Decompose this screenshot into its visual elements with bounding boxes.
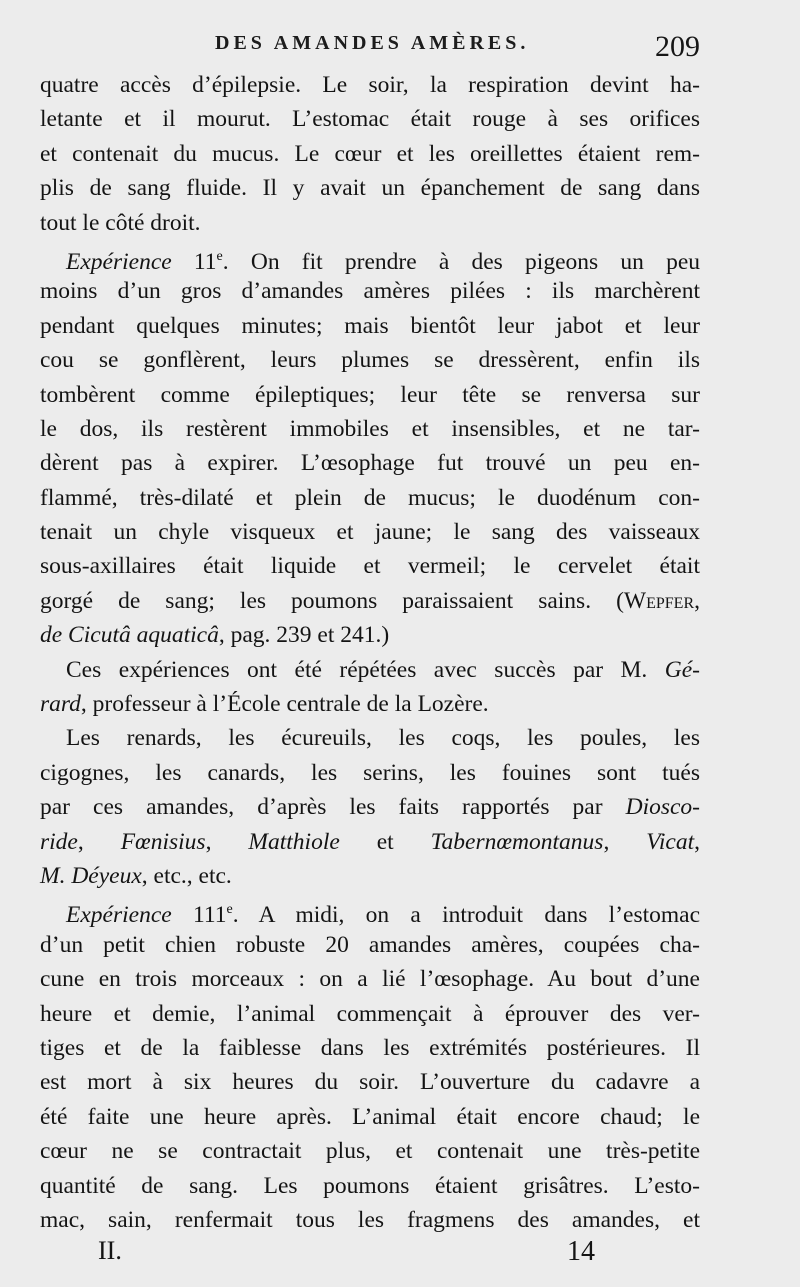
ordinal-superscript: e [216,248,223,264]
text-line: mac, sain, renfermait tous les fragmens des amandes, et [40,1206,700,1233]
text-line: pendant quelques minutes; mais bientôt leur jabot et leur [40,312,700,339]
experiment-number: 11 [193,248,217,275]
page-header [40,30,700,66]
signature-mark: II. [98,1236,122,1265]
experiment-label: Expérience [66,248,172,275]
text-line: été faite une heure après. L’animal était encore chaud; le [40,1103,700,1130]
text-line: heure et demie, l’animal commençait à éprouver des ver- [40,1000,700,1027]
text-line: tout le côté droit. [40,209,201,236]
text-line: tiges et de la faiblesse dans les extrémités postérieures. Il [40,1034,700,1061]
text-line: dèrent pas à expirer. L’œsophage fut trouvé un peu en- [40,450,700,477]
source-title: de Cicutâ aquaticâ [40,622,219,649]
experiment-number: 111 [192,902,227,929]
text-line: et contenait du mucus. Le cœur et les oreillettes étaient rem- [40,140,700,167]
text-line: Les renards, les écureuils, les coqs, les poules, les [66,725,700,752]
text-line: ride, Fœnisius, Matthiole et Tabernœmontanus, Vicat, [40,828,701,855]
ordinal-superscript: e [226,902,233,918]
text-line: cune en trois morceaux : on a lié l’œsophage. Au bout d’une [40,966,700,993]
running-title: DES AMANDES AMÈRES. [215,32,530,54]
body-text [40,68,700,1237]
page-number: 209 [655,30,700,63]
author-name: Wepfer [623,587,695,614]
text-line: flammé, très-dilaté et plein de mucus; le duodénum con- [40,484,700,511]
text-line: letante et il mourut. L’estomac était rouge à ses orifices [40,106,700,133]
experiment-label: Expérience [66,902,172,929]
text-line: rard, professeur à l’École centrale de la Lozère. [40,691,489,718]
text-line: M. Déyeux, etc., etc. [40,862,232,889]
text-line: Expérience 111e. A midi, on a introduit dans l’estomac [66,902,701,929]
text-line: tenait un chyle visqueux et jaune; le sang des vaisseaux [40,519,700,546]
text-line: Expérience 11e. On fit prendre à des pigeons un peu [66,248,700,275]
text-line: cœur ne se contractait plus, et contenait une très-petite [40,1138,700,1165]
text-line: tombèrent comme épileptiques; leur tête se renversa sur [40,381,700,408]
text-line: cou se gonflèrent, leurs plumes se dressèrent, enfin ils [40,347,700,374]
page-footer [40,1236,700,1272]
text-line: cigognes, les canards, les serins, les fouines sont tués [40,759,700,786]
text-line: moins d’un gros d’amandes amères pilées : ils marchèrent [40,278,700,305]
text-line: le dos, ils restèrent immobiles et insensibles, et ne tar- [40,415,700,442]
text-line: sous-axillaires était liquide et vermeil; le cervelet était [40,553,700,580]
text-line: quantité de sang. Les poumons étaient grisâtres. L’esto- [40,1172,700,1199]
text-line: gorgé de sang; les poumons paraissaient sains. (Wepfer, [40,587,700,614]
text-line: de Cicutâ aquaticâ, pag. 239 et 241.) [40,622,390,649]
text-line: Ces expériences ont été répétées avec succès par M. Gé- [66,656,700,683]
text-line: plis de sang fluide. Il y avait un épanchement de sang dans [40,175,700,202]
text-line: quatre accès d’épilepsie. Le soir, la respiration devint ha- [40,72,700,98]
text-line: par ces amandes, d’après les faits rapportés par Diosco- [40,794,700,821]
text-line: d’un petit chien robuste 20 amandes amères, coupées cha- [40,931,700,958]
gathering-number: 14 [567,1236,595,1267]
text-line: est mort à six heures du soir. L’ouverture du cadavre a [40,1069,700,1096]
